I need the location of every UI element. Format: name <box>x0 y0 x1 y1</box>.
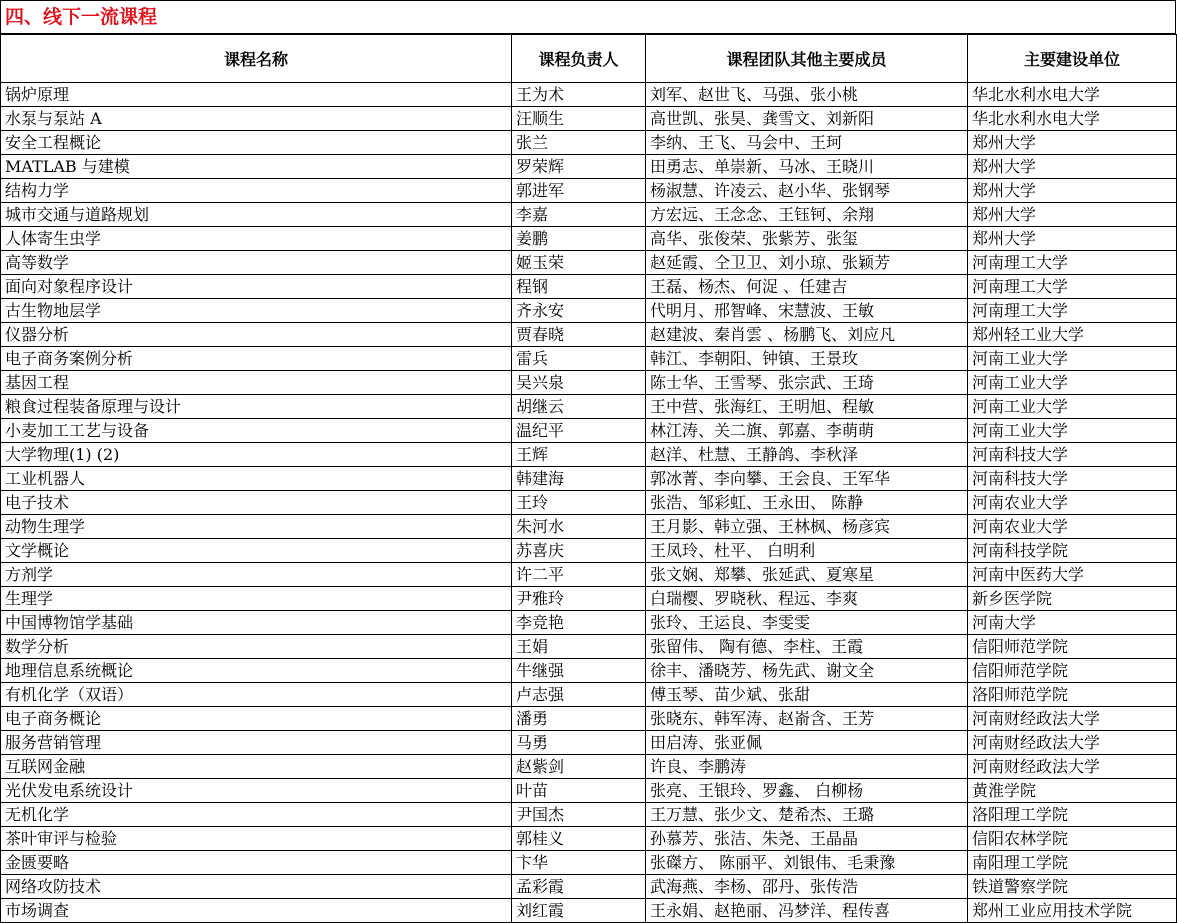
cell-course-name: 高等数学 <box>1 251 512 275</box>
table-row <box>1 371 1177 395</box>
table-row <box>1 659 1177 683</box>
table-row <box>1 131 1177 155</box>
cell-institution: 洛阳理工学院 <box>968 803 1177 827</box>
cell-institution: 信阳师范学院 <box>968 659 1177 683</box>
cell-course-leader: 马勇 <box>512 731 646 755</box>
cell-course-name: 面向对象程序设计 <box>1 275 512 299</box>
cell-course-name: 茶叶审评与检验 <box>1 827 512 851</box>
cell-course-leader: 尹雅玲 <box>512 587 646 611</box>
cell-course-leader: 王辉 <box>512 443 646 467</box>
table-row <box>1 563 1177 587</box>
cell-team-members: 张浩、邹彩虹、王永田、 陈静 <box>646 491 968 515</box>
cell-course-leader: 李竞艳 <box>512 611 646 635</box>
cell-course-leader: 韩建海 <box>512 467 646 491</box>
table-row <box>1 203 1177 227</box>
cell-institution: 河南农业大学 <box>968 515 1177 539</box>
table-row <box>1 179 1177 203</box>
cell-course-leader: 罗荣辉 <box>512 155 646 179</box>
cell-institution: 河南农业大学 <box>968 491 1177 515</box>
cell-team-members: 陈士华、王雪琴、张宗武、王琦 <box>646 371 968 395</box>
table-row <box>1 275 1177 299</box>
cell-team-members: 王磊、杨杰、何浞 、任建吉 <box>646 275 968 299</box>
cell-course-leader: 吴兴泉 <box>512 371 646 395</box>
section-title: 四、线下一流课程 <box>5 5 158 28</box>
cell-team-members: 孙慕芳、张洁、朱尧、王晶晶 <box>646 827 968 851</box>
table-row <box>1 251 1177 275</box>
cell-course-name: 安全工程概论 <box>1 131 512 155</box>
cell-team-members: 张留伟、 陶有德、李柱、王霞 <box>646 635 968 659</box>
cell-institution: 南阳理工学院 <box>968 851 1177 875</box>
table-row <box>1 539 1177 563</box>
cell-institution: 郑州大学 <box>968 179 1177 203</box>
cell-institution: 郑州大学 <box>968 227 1177 251</box>
cell-course-name: 服务营销管理 <box>1 731 512 755</box>
cell-team-members: 林江涛、关二旗、郭嘉、李萌萌 <box>646 419 968 443</box>
cell-course-name: 无机化学 <box>1 803 512 827</box>
cell-institution: 华北水利水电大学 <box>968 83 1177 107</box>
cell-course-name: 生理学 <box>1 587 512 611</box>
cell-team-members: 张亮、王银玲、罗鑫、 白柳杨 <box>646 779 968 803</box>
cell-course-leader: 王娟 <box>512 635 646 659</box>
cell-team-members: 赵建波、秦肖雲 、杨鹏飞、刘应凡 <box>646 323 968 347</box>
cell-team-members: 高华、张俊荣、张紫芳、张玺 <box>646 227 968 251</box>
cell-team-members: 韩江、李朝阳、钟镇、王景玫 <box>646 347 968 371</box>
cell-course-name: 中国博物馆学基础 <box>1 611 512 635</box>
cell-course-name: 动物生理学 <box>1 515 512 539</box>
cell-course-leader: 雷兵 <box>512 347 646 371</box>
cell-team-members: 赵延霞、仝卫卫、刘小琼、张颖芳 <box>646 251 968 275</box>
cell-course-leader: 卢志强 <box>512 683 646 707</box>
cell-team-members: 田勇志、单崇新、马冰、王晓川 <box>646 155 968 179</box>
cell-course-leader: 程钢 <box>512 275 646 299</box>
cell-course-name: 互联网金融 <box>1 755 512 779</box>
cell-course-name: 古生物地层学 <box>1 299 512 323</box>
table-body <box>1 83 1177 923</box>
cell-course-name: 城市交通与道路规划 <box>1 203 512 227</box>
cell-team-members: 王万慧、张少文、楚希杰、王璐 <box>646 803 968 827</box>
table-row <box>1 851 1177 875</box>
header-course-name: 课程名称 <box>1 35 512 83</box>
cell-institution: 河南理工大学 <box>968 251 1177 275</box>
cell-course-name: 粮食过程装备原理与设计 <box>1 395 512 419</box>
cell-institution: 河南财经政法大学 <box>968 731 1177 755</box>
section-title-row <box>1 1 1176 34</box>
cell-institution: 郑州轻工业大学 <box>968 323 1177 347</box>
cell-course-leader: 郭进军 <box>512 179 646 203</box>
table-row <box>1 707 1177 731</box>
table-row <box>1 443 1177 467</box>
cell-team-members: 郭冰菁、李向攀、王会良、王军华 <box>646 467 968 491</box>
cell-course-leader: 叶苗 <box>512 779 646 803</box>
cell-institution: 洛阳师范学院 <box>968 683 1177 707</box>
cell-course-leader: 姬玉荣 <box>512 251 646 275</box>
table-row <box>1 83 1177 107</box>
cell-institution: 河南理工大学 <box>968 275 1177 299</box>
table-row <box>1 611 1177 635</box>
cell-team-members: 刘军、赵世飞、马强、张小桃 <box>646 83 968 107</box>
cell-course-name: 有机化学（双语） <box>1 683 512 707</box>
cell-institution: 信阳农林学院 <box>968 827 1177 851</box>
cell-team-members: 武海燕、李杨、邵丹、张传浩 <box>646 875 968 899</box>
cell-team-members: 徐丰、潘晓芳、杨先武、谢文全 <box>646 659 968 683</box>
cell-course-name: 电子商务案例分析 <box>1 347 512 371</box>
cell-course-leader: 王为术 <box>512 83 646 107</box>
course-table <box>0 34 1177 923</box>
cell-institution: 河南工业大学 <box>968 419 1177 443</box>
cell-institution: 河南工业大学 <box>968 395 1177 419</box>
cell-course-leader: 卞华 <box>512 851 646 875</box>
cell-team-members: 张玲、王运良、李雯雯 <box>646 611 968 635</box>
cell-team-members: 代明月、邢智峰、宋慧波、王敏 <box>646 299 968 323</box>
table-row <box>1 635 1177 659</box>
cell-course-leader: 赵紫剑 <box>512 755 646 779</box>
cell-team-members: 白瑞樱、罗晓秋、程远、李爽 <box>646 587 968 611</box>
cell-course-leader: 潘勇 <box>512 707 646 731</box>
cell-course-leader: 姜鹏 <box>512 227 646 251</box>
cell-course-leader: 牛继强 <box>512 659 646 683</box>
cell-course-name: 网络攻防技术 <box>1 875 512 899</box>
cell-institution: 郑州大学 <box>968 155 1177 179</box>
header-row <box>1 35 1177 83</box>
cell-institution: 河南科技大学 <box>968 467 1177 491</box>
cell-course-name: 金匮要略 <box>1 851 512 875</box>
cell-team-members: 王中营、张海红、王明旭、程敏 <box>646 395 968 419</box>
cell-course-leader: 孟彩霞 <box>512 875 646 899</box>
cell-team-members: 方宏远、王念念、王钰钶、余翔 <box>646 203 968 227</box>
cell-team-members: 高世凯、张昊、龚雪文、刘新阳 <box>646 107 968 131</box>
cell-team-members: 许良、李鹏涛 <box>646 755 968 779</box>
cell-team-members: 王凤玲、杜平、 白明利 <box>646 539 968 563</box>
cell-institution: 河南大学 <box>968 611 1177 635</box>
table-row <box>1 827 1177 851</box>
cell-course-name: 工业机器人 <box>1 467 512 491</box>
table-row <box>1 515 1177 539</box>
cell-course-name: 锅炉原理 <box>1 83 512 107</box>
cell-team-members: 杨淑慧、许凌云、赵小华、张钢琴 <box>646 179 968 203</box>
cell-course-name: 电子商务概论 <box>1 707 512 731</box>
header-course-leader: 课程负责人 <box>512 35 646 83</box>
cell-team-members: 张晓东、韩军涛、赵嵛含、王芳 <box>646 707 968 731</box>
cell-course-name: 市场调查 <box>1 899 512 923</box>
header-team-members: 课程团队其他主要成员 <box>646 35 968 83</box>
table-row <box>1 155 1177 179</box>
table-row <box>1 683 1177 707</box>
cell-institution: 新乡医学院 <box>968 587 1177 611</box>
cell-institution: 郑州大学 <box>968 203 1177 227</box>
cell-institution: 河南工业大学 <box>968 347 1177 371</box>
cell-course-leader: 刘红霞 <box>512 899 646 923</box>
table-row <box>1 587 1177 611</box>
table-row <box>1 227 1177 251</box>
cell-course-leader: 许二平 <box>512 563 646 587</box>
table-row <box>1 299 1177 323</box>
cell-course-name: 结构力学 <box>1 179 512 203</box>
table-row <box>1 731 1177 755</box>
table-row <box>1 779 1177 803</box>
cell-institution: 河南科技学院 <box>968 539 1177 563</box>
table-row <box>1 323 1177 347</box>
cell-institution: 华北水利水电大学 <box>968 107 1177 131</box>
table-row <box>1 347 1177 371</box>
table-row <box>1 875 1177 899</box>
cell-course-name: 水泵与泵站 A <box>1 107 512 131</box>
table-row <box>1 107 1177 131</box>
cell-team-members: 张文娴、郑攀、张延武、夏寒星 <box>646 563 968 587</box>
cell-institution: 信阳师范学院 <box>968 635 1177 659</box>
cell-course-name: 大学物理(1) (2) <box>1 443 512 467</box>
cell-institution: 河南中医药大学 <box>968 563 1177 587</box>
header-institution: 主要建设单位 <box>968 35 1177 83</box>
cell-team-members: 张磔方、 陈丽平、刘银伟、毛秉豫 <box>646 851 968 875</box>
cell-institution: 郑州工业应用技术学院 <box>968 899 1177 923</box>
cell-institution: 铁道警察学院 <box>968 875 1177 899</box>
cell-course-leader: 王玲 <box>512 491 646 515</box>
table-row <box>1 395 1177 419</box>
cell-course-name: 文学概论 <box>1 539 512 563</box>
cell-course-leader: 郭桂义 <box>512 827 646 851</box>
cell-course-leader: 温纪平 <box>512 419 646 443</box>
cell-team-members: 傅玉琴、苗少斌、张甜 <box>646 683 968 707</box>
cell-course-name: 方剂学 <box>1 563 512 587</box>
cell-course-leader: 苏喜庆 <box>512 539 646 563</box>
cell-institution: 黄淮学院 <box>968 779 1177 803</box>
cell-course-leader: 李嘉 <box>512 203 646 227</box>
table-row <box>1 803 1177 827</box>
cell-course-leader: 朱河水 <box>512 515 646 539</box>
cell-institution: 河南科技大学 <box>968 443 1177 467</box>
cell-course-name: 基因工程 <box>1 371 512 395</box>
table-row <box>1 755 1177 779</box>
cell-course-leader: 汪顺生 <box>512 107 646 131</box>
cell-course-name: 电子技术 <box>1 491 512 515</box>
cell-course-leader: 贾春晓 <box>512 323 646 347</box>
cell-team-members: 王永娟、赵艳丽、冯梦洋、程传喜 <box>646 899 968 923</box>
cell-institution: 河南财经政法大学 <box>968 755 1177 779</box>
cell-team-members: 田启涛、张亚佩 <box>646 731 968 755</box>
cell-course-name: 仪器分析 <box>1 323 512 347</box>
table-row <box>1 491 1177 515</box>
cell-course-name: 地理信息系统概论 <box>1 659 512 683</box>
cell-institution: 郑州大学 <box>968 131 1177 155</box>
cell-course-name: MATLAB 与建模 <box>1 155 512 179</box>
cell-course-name: 数学分析 <box>1 635 512 659</box>
cell-course-leader: 尹国杰 <box>512 803 646 827</box>
table-row <box>1 419 1177 443</box>
cell-institution: 河南工业大学 <box>968 371 1177 395</box>
cell-course-leader: 胡继云 <box>512 395 646 419</box>
table-row <box>1 899 1177 923</box>
table-row <box>1 467 1177 491</box>
cell-team-members: 李纳、王飞、马会中、王珂 <box>646 131 968 155</box>
cell-course-leader: 张兰 <box>512 131 646 155</box>
cell-institution: 河南财经政法大学 <box>968 707 1177 731</box>
cell-course-name: 小麦加工工艺与设备 <box>1 419 512 443</box>
cell-team-members: 王月影、韩立强、王林枫、杨彦宾 <box>646 515 968 539</box>
cell-course-leader: 齐永安 <box>512 299 646 323</box>
cell-institution: 河南理工大学 <box>968 299 1177 323</box>
cell-course-name: 光伏发电系统设计 <box>1 779 512 803</box>
cell-course-name: 人体寄生虫学 <box>1 227 512 251</box>
cell-team-members: 赵洋、杜慧、王静鸽、李秋泽 <box>646 443 968 467</box>
